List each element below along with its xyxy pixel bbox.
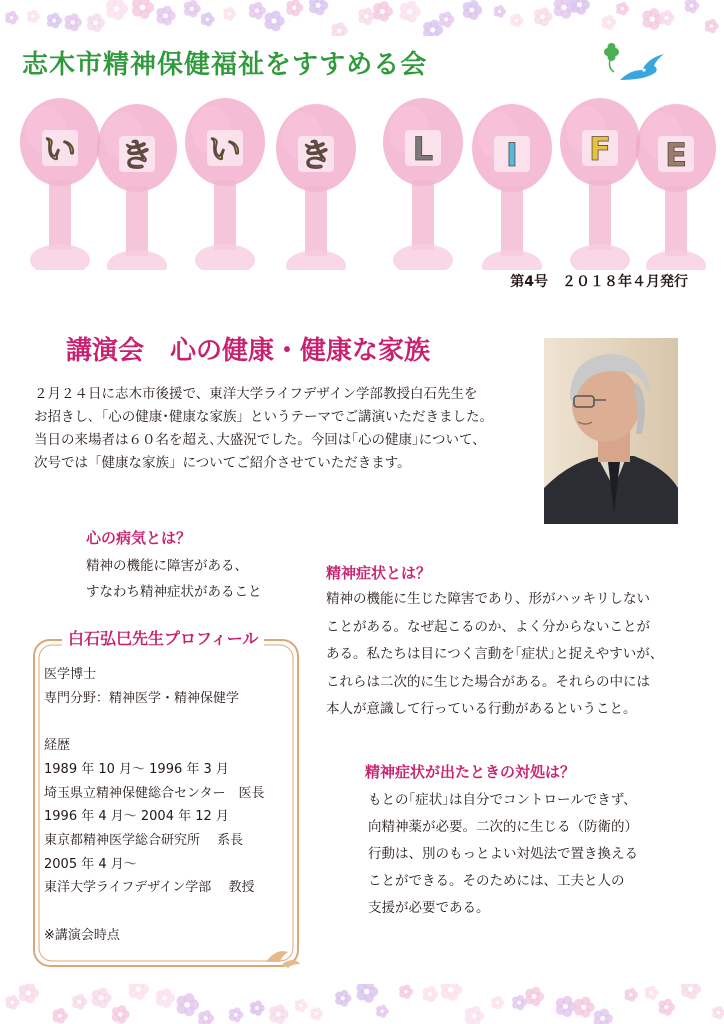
profile-line: 1996 年 4 月～ 2004 年 12 月 (44, 809, 229, 825)
flower-icon (5, 995, 19, 1010)
flower-icon (92, 988, 112, 1009)
flower-icon (156, 988, 175, 1008)
flower-icon (223, 7, 236, 20)
flower-icon (441, 984, 463, 1001)
flower-icon (625, 988, 638, 1002)
flower-icon (335, 990, 351, 1007)
flower-icon (510, 14, 523, 28)
masthead-tree-icon (20, 98, 100, 270)
profile-title: 白石弘巳先生プロフィール (62, 626, 264, 649)
profile-line (44, 710, 264, 734)
flower-icon (463, 0, 483, 20)
flower-icon (295, 999, 308, 1012)
masthead-letter: E (665, 136, 687, 174)
flower-icon (705, 19, 719, 33)
masthead-letter: L (412, 130, 434, 168)
profile-line: 医学博士 (44, 667, 97, 682)
intro-line: ２月２４日に志木市後援で、東洋大学ライフデザイン学部教授白石先生を (34, 386, 478, 402)
flower-icon (106, 0, 128, 20)
profile-line (44, 900, 264, 924)
flower-icon (250, 1000, 265, 1015)
mental-illness-heading: 心の病気とは？ (86, 529, 192, 547)
organization-name: 志木市精神保健福祉をすすめる会 (22, 50, 428, 80)
coping-heading: 精神症状が出たときの対処は？ (365, 763, 576, 781)
flower-icon (357, 984, 379, 1003)
profile-text (44, 663, 264, 947)
text-line: これらは二次的に生じた場合がある。それらの中には (326, 673, 650, 690)
flower-icon (129, 984, 150, 1000)
flower-icon (184, 0, 201, 17)
flower-icon (712, 1006, 724, 1020)
text-line: 精神の機能に生じた障害であり、形がハッキリしない (326, 591, 650, 607)
masthead-banner (0, 80, 724, 270)
text-line: ことができる。そのためには、工夫と人の (368, 873, 625, 889)
text-line: ことがある。なぜ起こるのか、よく分からないことが (326, 618, 650, 635)
intro-line: お招きし､「心の健康･健康な家族」というテーマでご講演いただきました。 (34, 409, 493, 425)
masthead-tree-icon (636, 104, 716, 270)
flower-icon (556, 996, 576, 1017)
flower-icon (534, 7, 552, 26)
flower-icon (331, 22, 348, 36)
profile-line: 経歴 (44, 738, 71, 754)
profile-line: 2005 年 4 月～ (44, 856, 137, 872)
masthead-letter: き (299, 136, 333, 174)
intro-line: 当日の来場者は６０名を超え､大盛況でした。今回は｢心の健康｣について、 (34, 432, 486, 448)
profile-line: 東洋大学ライフデザイン学部 教授 (44, 880, 255, 896)
masthead-letter: い (43, 130, 77, 168)
masthead-tree-icon (97, 104, 177, 270)
profile-line: ※講演会時点 (44, 927, 120, 943)
profile-line: 専門分野：精神医学・精神保健学 (44, 690, 240, 706)
masthead-tree-icon (383, 98, 463, 270)
flower-icon (156, 6, 175, 26)
text-line: ある。私たちは目につく言動を｢症状｣と捉えやすいが、 (326, 646, 664, 662)
coping-text (368, 787, 638, 922)
flower-icon (681, 984, 701, 999)
profile-line: 1989 年 10 月～ 1996 年 3 月 (44, 761, 229, 777)
text-line: 支援が必要である。 (368, 900, 490, 916)
text-line: もとの｢症状｣は自分でコントロールできず、 (368, 792, 637, 808)
flower-icon (494, 5, 506, 18)
flower-icon (229, 1007, 244, 1022)
flower-icon (423, 986, 439, 1002)
masthead-letter: F (589, 130, 611, 168)
masthead-tree-icon (560, 98, 640, 270)
lecture-title: 講演会 心の健康・健康な家族 (66, 336, 431, 366)
flower-icon (491, 996, 504, 1009)
flower-icon (594, 1009, 613, 1024)
top-flower-border (0, 0, 724, 36)
psychiatric-symptoms-text (326, 586, 663, 724)
flower-icon (358, 8, 375, 25)
masthead-letter: I (506, 136, 518, 174)
flower-icon (269, 1004, 288, 1024)
intro-line: 次号では「健康な家族」についてご紹介させていただきます。 (34, 455, 411, 471)
flower-icon (570, 0, 590, 15)
flower-icon (19, 984, 39, 1003)
flower-icon (400, 1, 421, 23)
masthead-letter: い (208, 130, 242, 168)
flower-icon (27, 10, 40, 23)
flower-icon (616, 2, 629, 15)
flower-icon (72, 994, 87, 1010)
bottom-flower-border (0, 984, 724, 1024)
flower-icon (659, 10, 674, 26)
flower-icon (310, 1007, 323, 1020)
flower-icon (264, 10, 284, 31)
flower-icon (5, 11, 18, 25)
flower-icon (286, 0, 303, 17)
flower-icon (87, 13, 105, 32)
flower-icon (512, 995, 527, 1010)
masthead-letter: き (120, 136, 154, 174)
flower-icon (112, 1005, 130, 1023)
flower-icon (373, 1, 393, 22)
profile-line: 東京都精神医学総合研究所 系長 (44, 832, 244, 848)
masthead-tree-icon (185, 98, 265, 270)
flower-icon (249, 2, 266, 20)
flower-icon (53, 1008, 68, 1024)
flower-icon (659, 999, 676, 1016)
flower-icon (645, 985, 659, 1000)
flower-icon (465, 1006, 485, 1024)
flower-icon (198, 1010, 214, 1024)
text-line: すなわち精神症状があること (86, 584, 262, 600)
text-line: 向精神薬が必要。二次的に生じる（防衛的） (368, 819, 638, 835)
flower-icon (685, 0, 700, 13)
flower-icon (574, 997, 595, 1018)
lecture-intro (34, 383, 539, 475)
mental-illness-text (86, 553, 262, 605)
masthead-tree-icon (472, 104, 552, 270)
flower-icon (602, 15, 617, 30)
flower-icon (201, 12, 215, 26)
flower-icon (64, 13, 82, 31)
flower-icon (177, 993, 199, 1016)
speaker-photo (544, 338, 678, 524)
flower-icon (439, 11, 455, 27)
flower-icon (47, 13, 62, 29)
text-line: 行動は、別のもっとよい対処法で置き換える (368, 846, 638, 862)
profile-line: 埼玉県立精神保健総合センター 医長 (44, 785, 265, 801)
flower-icon (525, 987, 544, 1007)
flower-icon (399, 984, 413, 998)
masthead-tree-icon (276, 104, 356, 270)
text-line: 精神の機能に障害がある、 (86, 558, 248, 574)
text-line: 本人が意識して行っている行動があるということ。 (326, 701, 637, 717)
flower-icon (376, 1005, 389, 1018)
flower-icon (132, 0, 154, 19)
flower-icon (309, 0, 328, 15)
issue-info: 第4号 ２０１８年４月発行 (510, 274, 688, 290)
psychiatric-symptoms-heading: 精神症状とは？ (326, 564, 432, 582)
